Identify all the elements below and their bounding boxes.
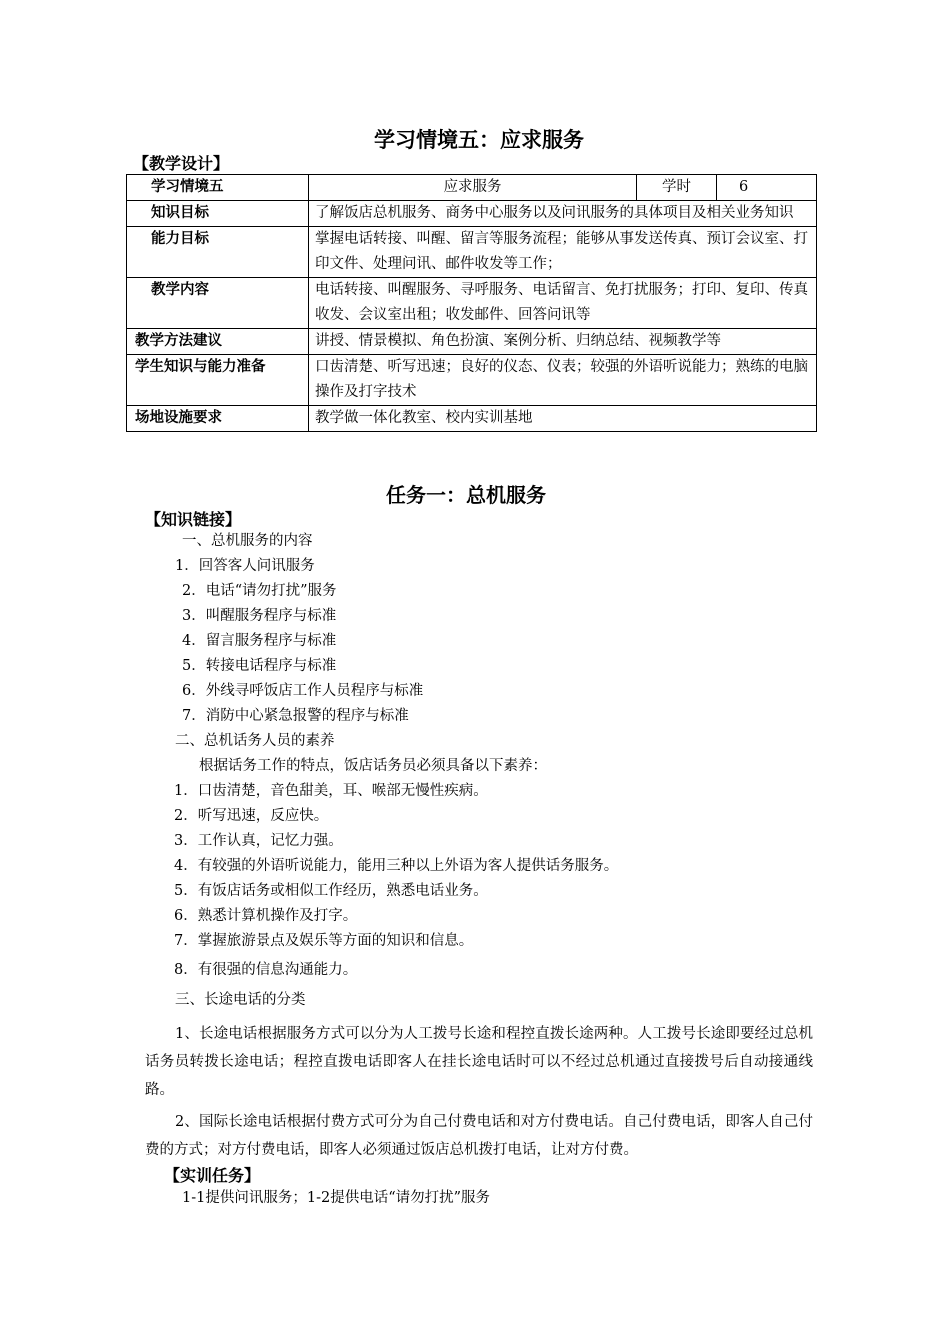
list-item: 4．有较强的外语听说能力，能用三种以上外语为客人提供话务服务。 [174, 858, 619, 874]
list-item: 1．口齿清楚，音色甜美，耳、喉部无慢性疾病。 [174, 783, 488, 799]
row-value: 了解饭店总机服务、商务中心服务以及问讯服务的具体项目及相关业务知识 [309, 201, 817, 227]
task-title: 任务一：总机服务 [386, 483, 546, 507]
list-item: 6．外线寻呼饭店工作人员程序与标准 [182, 683, 424, 699]
row-value: 教学做一体化教室、校内实训基地 [309, 406, 817, 432]
row-value: 口齿清楚、听写迅速；良好的仪态、仪表；较强的外语听说能力；熟练的电脑操作及打字技术 [309, 355, 817, 406]
list-item: 4．留言服务程序与标准 [182, 633, 337, 649]
row-label: 学生知识与能力准备 [127, 355, 309, 406]
list-item: 8．有很强的信息沟通能力。 [174, 962, 358, 978]
list-item: 2．听写迅速，反应快。 [174, 808, 329, 824]
list-item: 7．消防中心紧急报警的程序与标准 [182, 708, 409, 724]
section-intro: 根据话务工作的特点，饭店话务员必须具备以下素养： [199, 758, 547, 774]
table-row [127, 329, 817, 355]
hours-value: 6 [717, 175, 817, 201]
row-label: 学习情境五 [127, 175, 309, 201]
list-item: 7．掌握旅游景点及娱乐等方面的知识和信息。 [174, 933, 474, 949]
knowledge-header: 【知识链接】 [145, 510, 242, 529]
row-label: 知识目标 [127, 201, 309, 227]
paragraph: 1、长途电话根据服务方式可以分为人工拨号长途和程控直拨长途两种。人工拨号长途即要经过总机话务员转拨长途电话；程控直拨电话即客人在挂长途电话时可以不经过总机通过直接拨号后自动接通线路。 [145, 1026, 813, 1098]
list-item: 1．回答客人问讯服务 [175, 558, 315, 574]
design-header: 【教学设计】 [133, 154, 230, 173]
list-item: 5．有饭店话务或相似工作经历，熟悉电话业务。 [174, 883, 488, 899]
row-label: 教学方法建议 [127, 329, 309, 355]
row-label: 教学内容 [127, 278, 309, 329]
row-label: 能力目标 [127, 227, 309, 278]
table-row [127, 175, 817, 201]
table-row [127, 227, 817, 278]
paragraph: 2、国际长途电话根据付费方式可分为自己付费电话和对方付费电话。自己付费电话，即客人自己付费的方式；对方付费电话，即客人必须通过饭店总机拨打电话，让对方付费。 [145, 1114, 813, 1158]
list-item: 6．熟悉计算机操作及打字。 [174, 908, 358, 924]
list-item: 3．叫醒服务程序与标准 [182, 608, 337, 624]
section-heading: 一、总机服务的内容 [182, 533, 313, 549]
teaching-design-table [126, 174, 817, 432]
section-heading: 三、长途电话的分类 [175, 992, 306, 1008]
training-header: 【实训任务】 [164, 1166, 261, 1185]
row-value: 掌握电话转接、叫醒、留言等服务流程；能够从事发送传真、预订会议室、打印文件、处理问讯、邮件收发等工作； [309, 227, 817, 278]
hours-label: 学时 [637, 175, 717, 201]
list-item: 2．电话“请勿打扰”服务 [182, 583, 337, 599]
row-value: 电话转接、叫醒服务、寻呼服务、电话留言、免打扰服务；打印、复印、传真收发、会议室出租；收发邮件、回答问讯等 [309, 278, 817, 329]
section-heading: 二、总机话务人员的素养 [175, 733, 335, 749]
row-value: 应求服务 [309, 175, 637, 201]
list-item: 3．工作认真，记忆力强。 [174, 833, 343, 849]
page-title: 学习情境五：应求服务 [374, 128, 584, 152]
table-row [127, 406, 817, 432]
table-row [127, 355, 817, 406]
training-text: 1-1提供问讯服务；1-2提供电话“请勿打扰”服务 [182, 1190, 491, 1206]
list-item: 5．转接电话程序与标准 [182, 658, 337, 674]
table-row [127, 201, 817, 227]
table-row [127, 278, 817, 329]
row-value: 讲授、情景模拟、角色扮演、案例分析、归纳总结、视频教学等 [309, 329, 817, 355]
row-label: 场地设施要求 [127, 406, 309, 432]
